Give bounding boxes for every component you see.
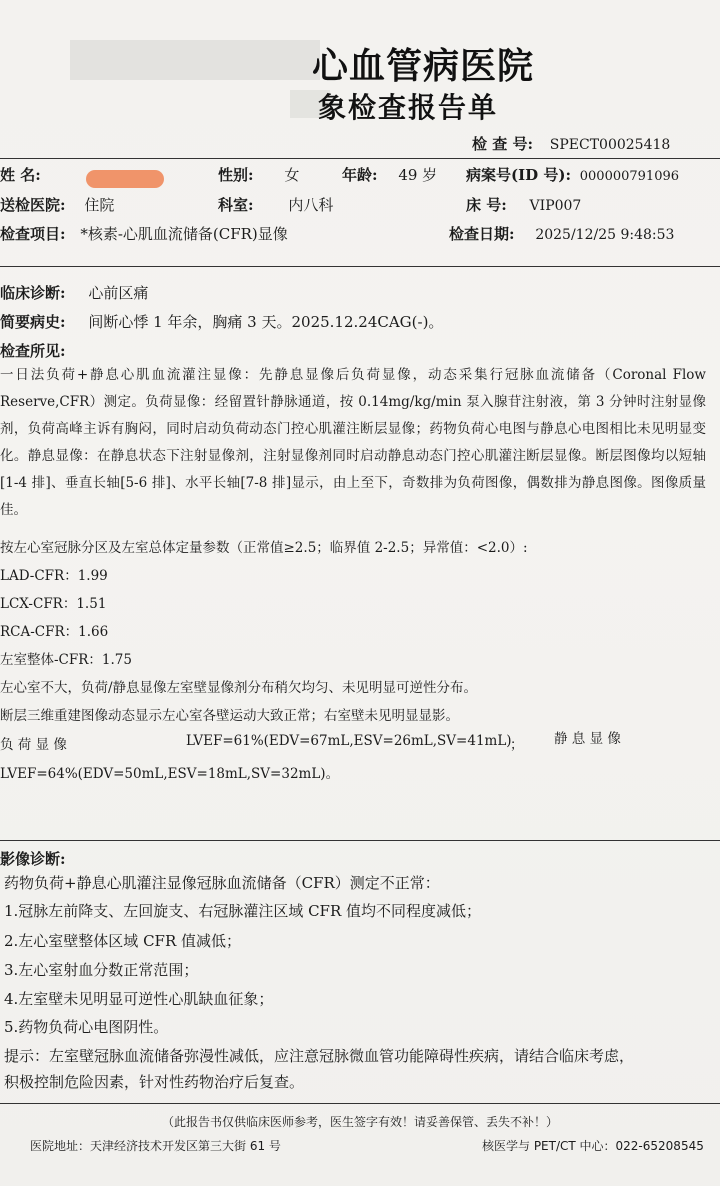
case-no-value: 000000791096 (579, 169, 680, 184)
check-no-row (472, 133, 670, 154)
global-cfr: 左室整体-CFR：1.75 (0, 652, 132, 668)
report-title: 心血管病医院 (312, 46, 535, 87)
dept-value: 内八科 (288, 196, 334, 214)
date-value: 2025/12/25 9:48:53 (535, 227, 675, 243)
rest-label: 静 息 显 像 (554, 731, 621, 747)
bed-value: VIP007 (529, 198, 582, 214)
disclaimer: （此报告书仅供临床医师参考，医生签字有效！请妥善保管、丢失不补！） (161, 1115, 558, 1129)
name-label: 姓 名: (0, 166, 41, 184)
impression-item: 3.左心室射血分数正常范围； (4, 961, 199, 979)
lcx-cfr: LCX-CFR：1.51 (0, 596, 107, 612)
divider (0, 266, 720, 267)
age-value: 49 岁 (398, 166, 438, 184)
redacted-name (86, 170, 164, 188)
hospital-value: 住院 (84, 196, 115, 214)
report-subtitle: 象检查报告单 (318, 91, 499, 124)
hospital-address: 医院地址：天津经济技术开发区第三大街 61 号 (30, 1139, 281, 1153)
divider (0, 840, 720, 841)
check-no-label: 检 查 号: (472, 135, 533, 153)
separator: ； (510, 737, 524, 753)
impression-item: 1.冠脉左前降支、左回旋支、右冠脉灌注区域 CFR 值均不同程度减低； (4, 902, 482, 920)
stress-lvef: LVEF=61%(EDV=67mL,ESV=26mL,SV=41mL) (186, 733, 512, 749)
impression-hint-cont: 积极控制危险因素，针对性药物治疗后复查。 (4, 1073, 305, 1091)
age-field: 年龄: 49 岁 (342, 166, 438, 184)
case-no-field: 病案号(ID 号): 000000791096 (466, 166, 680, 184)
bed-field: 床 号: VIP007 (466, 196, 582, 214)
impression-item: 2.左心室壁整体区域 CFR 值减低； (4, 932, 242, 950)
clinical-diagnosis: 临床诊断: 心前区痛 (0, 284, 149, 302)
brief-history: 简要病史: 间断心悸 1 年余，胸痛 3 天。2025.12.24CAG(-)。 (0, 313, 444, 331)
divider (0, 158, 720, 159)
item-value: *核素-心肌血流储备(CFR)显像 (80, 225, 288, 243)
divider (0, 1103, 720, 1104)
hospital-field: 送检医院: 住院 (0, 196, 115, 214)
check-no-value: SPECT00025418 (549, 137, 671, 153)
impression-lead: 药物负荷+静息心肌灌注显像冠脉血流储备（CFR）测定不正常： (4, 874, 440, 892)
lad-cfr: LAD-CFR：1.99 (0, 568, 108, 584)
center-phone: 核医学与 PET/CT 中心：022-65208545 (482, 1139, 704, 1153)
findings-paragraph: 一日法负荷+静息心肌血流灌注显像：先静息显像后负荷显像，动态采集行冠脉血流储备（Coronal Flow Reserve,CFR）测定。负荷显像：经留置针静脉通道，按 0.14mg/kg/min 泵入腺苷注射液，第 3 分钟时注射显像剂，负荷高峰主诉有胸闷，同时启动负荷动态门控心肌灌注断层显像；药物负荷心电图与静息心电图相比未见明显变化。静息显像：在静息状态下注射显像剂，注射显像剂同时启动静息动态门控心肌灌注断层显像。断层图像均以短轴[1-4 排]、垂直长轴[5-6 排]、水平长轴[7-8 排]显示，由上至下，奇数排为负荷图像，偶数排为静息图像。图像质量佳。 (0, 367, 706, 518)
impression-hint: 提示：左室壁冠脉血流储备弥漫性减低，应注意冠脉微血管功能障碍性疾病，请结合临床考虑， (4, 1047, 635, 1065)
wall-motion: 断层三维重建图像动态显示左心室各壁运动大致正常；右室壁未见明显显影。 (0, 708, 459, 724)
lv-description: 左心室不大，负荷/静息显像左室壁显像剂分布稍欠均匀、未见明显可逆性分布。 (0, 680, 478, 696)
impression-item: 4.左室壁未见明显可逆性心肌缺血征象； (4, 990, 274, 1008)
impression-item: 5.药物负荷心电图阴性。 (4, 1018, 169, 1036)
date-field: 检查日期: 2025/12/25 9:48:53 (449, 225, 675, 243)
item-field: 检查项目: *核素-心肌血流储备(CFR)显像 (0, 225, 288, 243)
quant-reference: 按左心室冠脉分区及左室总体定量参数（正常值≥2.5；临界值 2-2.5；异常值：<2.0）: (0, 540, 528, 556)
scan-shadow (70, 40, 320, 80)
findings-label: 检查所见: (0, 342, 66, 360)
sex-field: 性别: 女 (218, 166, 300, 184)
stress-label: 负 荷 显 像 (0, 737, 67, 753)
rest-lvef: LVEF=64%(EDV=50mL,ESV=18mL,SV=32mL)。 (0, 766, 340, 782)
dept-field: 科室: 内八科 (218, 196, 334, 214)
impression-label: 影像诊断: (0, 850, 66, 868)
sex-value: 女 (284, 166, 300, 184)
rca-cfr: RCA-CFR：1.66 (0, 624, 109, 640)
